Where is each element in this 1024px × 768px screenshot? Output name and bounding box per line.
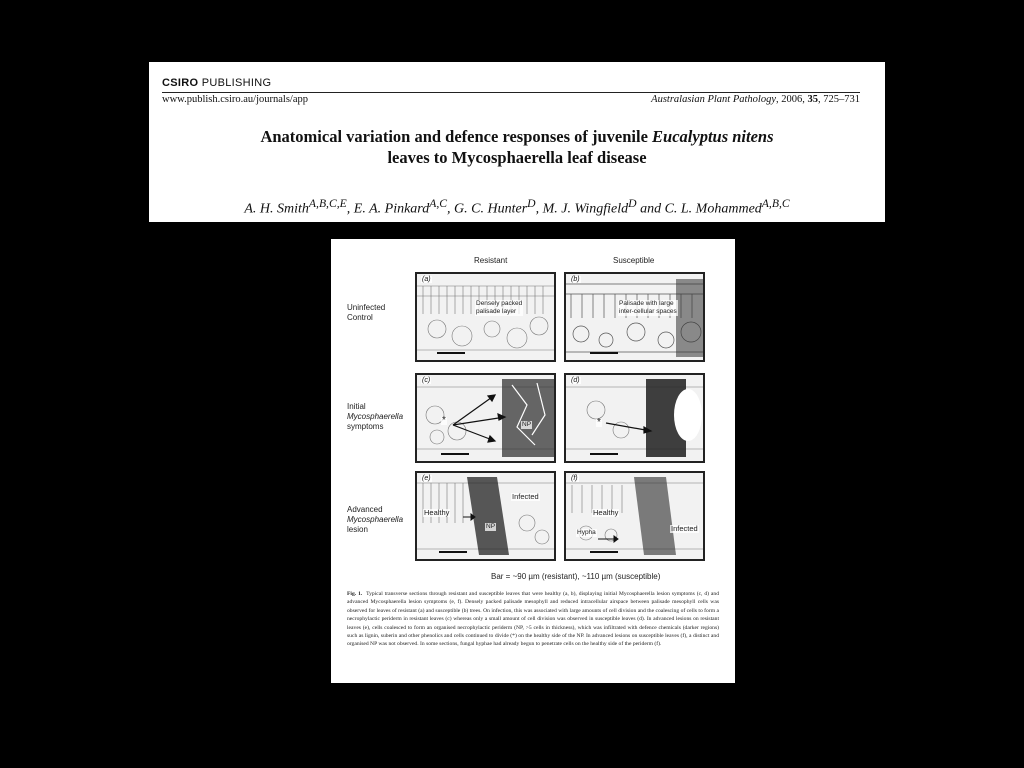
micrograph-e xyxy=(415,471,556,561)
article-title: Anatomical variation and defence responses of juvenile Eucalyptus nitens leaves to Mycosphaerella leaf disease xyxy=(260,127,774,167)
panel-tag-d: (d) xyxy=(571,377,580,384)
panel-tag-c: (c) xyxy=(422,377,431,384)
header-rule xyxy=(162,92,860,93)
figure-panel xyxy=(331,239,735,683)
panel-tag-f: (f) xyxy=(571,475,578,482)
column-header-resistant: Resistant xyxy=(474,256,508,265)
journal-url[interactable]: www.publish.csiro.au/journals/app xyxy=(162,94,309,105)
label-infected-f: Infected xyxy=(671,524,698,533)
label-hypha-f: Hypha xyxy=(577,529,596,536)
scale-bar-d xyxy=(590,453,618,455)
cell-texture-a xyxy=(417,274,554,360)
label-healthy-e: Healthy xyxy=(424,508,450,517)
panel-tag-a: (a) xyxy=(422,276,431,283)
panel-tag-b: (b) xyxy=(571,276,580,283)
cell-division-marker-c: * xyxy=(442,415,446,426)
scale-bar-b xyxy=(590,352,618,354)
micrograph-f xyxy=(564,471,705,561)
publisher-brand: CSIRO PUBLISHING xyxy=(162,77,272,89)
periderm-label-c: NP xyxy=(522,421,532,428)
cell-texture-f xyxy=(566,473,703,559)
figure-caption: Fig. 1. Typical transverse sections through resistant and susceptible leaves that were healthy (a, b), displaying initial Mycosphaerella lesion symptoms (c, d) and advanced Mycosphaerella lesion symptoms (e, f). Densely packed palisade mesophyll and reduced intracellular airspace between palisade mesophyll cells was observed for leaves of resistant (a) and susceptible (b) trees. On infection, this was associated with large amounts of cell division and the coalescing of cells to form a necrophylactic periderm in resistant leaves (c) whereas only a small amount of cell division was observed in susceptible leaves (d). In advanced lesions on resistant leaves (e), cells coalesced to form an organised necrophylactic periderm (NP, >5 cells in thickness), which was infiltrated with defence chemicals (darker regions) such as lignin, suberin and other phenolics and cells continued to divide (*) on the healthy side of the NP. In advanced lesions on susceptible leaves (f), a distinct and organised NP was not observed. In some sections, fungal hyphae had already begun to penetrate cells on the healthy side of the periderm (f). xyxy=(347,591,719,648)
scale-bar-c xyxy=(441,453,469,455)
micrograph-b xyxy=(564,272,705,362)
cell-texture-c xyxy=(417,375,554,461)
row-label-uninfected: Uninfected Control xyxy=(347,303,386,322)
author-list: A. H. Smith$^{A,B,C,E}$, E. A. Pinkard$^{A,C}$, G. C. Hunter$^D$, M. J. Wingfield$^D$ and C. L. Mohammed$^{A,B,C}$ xyxy=(244,197,790,217)
micrograph-d xyxy=(564,373,705,463)
cell-division-marker-d: * xyxy=(597,417,601,428)
label-infected-e: Infected xyxy=(512,492,539,501)
cell-texture-d xyxy=(566,375,703,461)
micrograph-a xyxy=(415,272,556,362)
label-healthy-f: Healthy xyxy=(593,508,619,517)
scale-bar-a xyxy=(437,352,465,354)
panel-tag-e: (e) xyxy=(422,475,431,482)
article-header xyxy=(149,62,885,222)
cell-texture-b xyxy=(566,274,703,360)
annotation-dense-palisade: Densely packed palisade layer xyxy=(476,300,523,315)
column-header-susceptible: Susceptible xyxy=(613,256,655,265)
micrograph-c xyxy=(415,373,556,463)
scale-bar-e xyxy=(439,551,467,553)
journal-citation: Australasian Plant Pathology, 2006, 35, 725–731 xyxy=(651,94,860,105)
row-label-advanced: Advanced Mycosphaerella lesion xyxy=(347,505,404,534)
scale-bar-note: Bar = ~90 µm (resistant), ~110 µm (susceptible) xyxy=(491,572,661,581)
scale-bar-f xyxy=(590,551,618,553)
row-label-initial: Initial Mycosphaerella symptoms xyxy=(347,402,404,431)
annotation-palisade-spaces: Palisade with large inter-cellular spaces xyxy=(619,300,677,315)
periderm-label-e: NP xyxy=(486,523,496,530)
